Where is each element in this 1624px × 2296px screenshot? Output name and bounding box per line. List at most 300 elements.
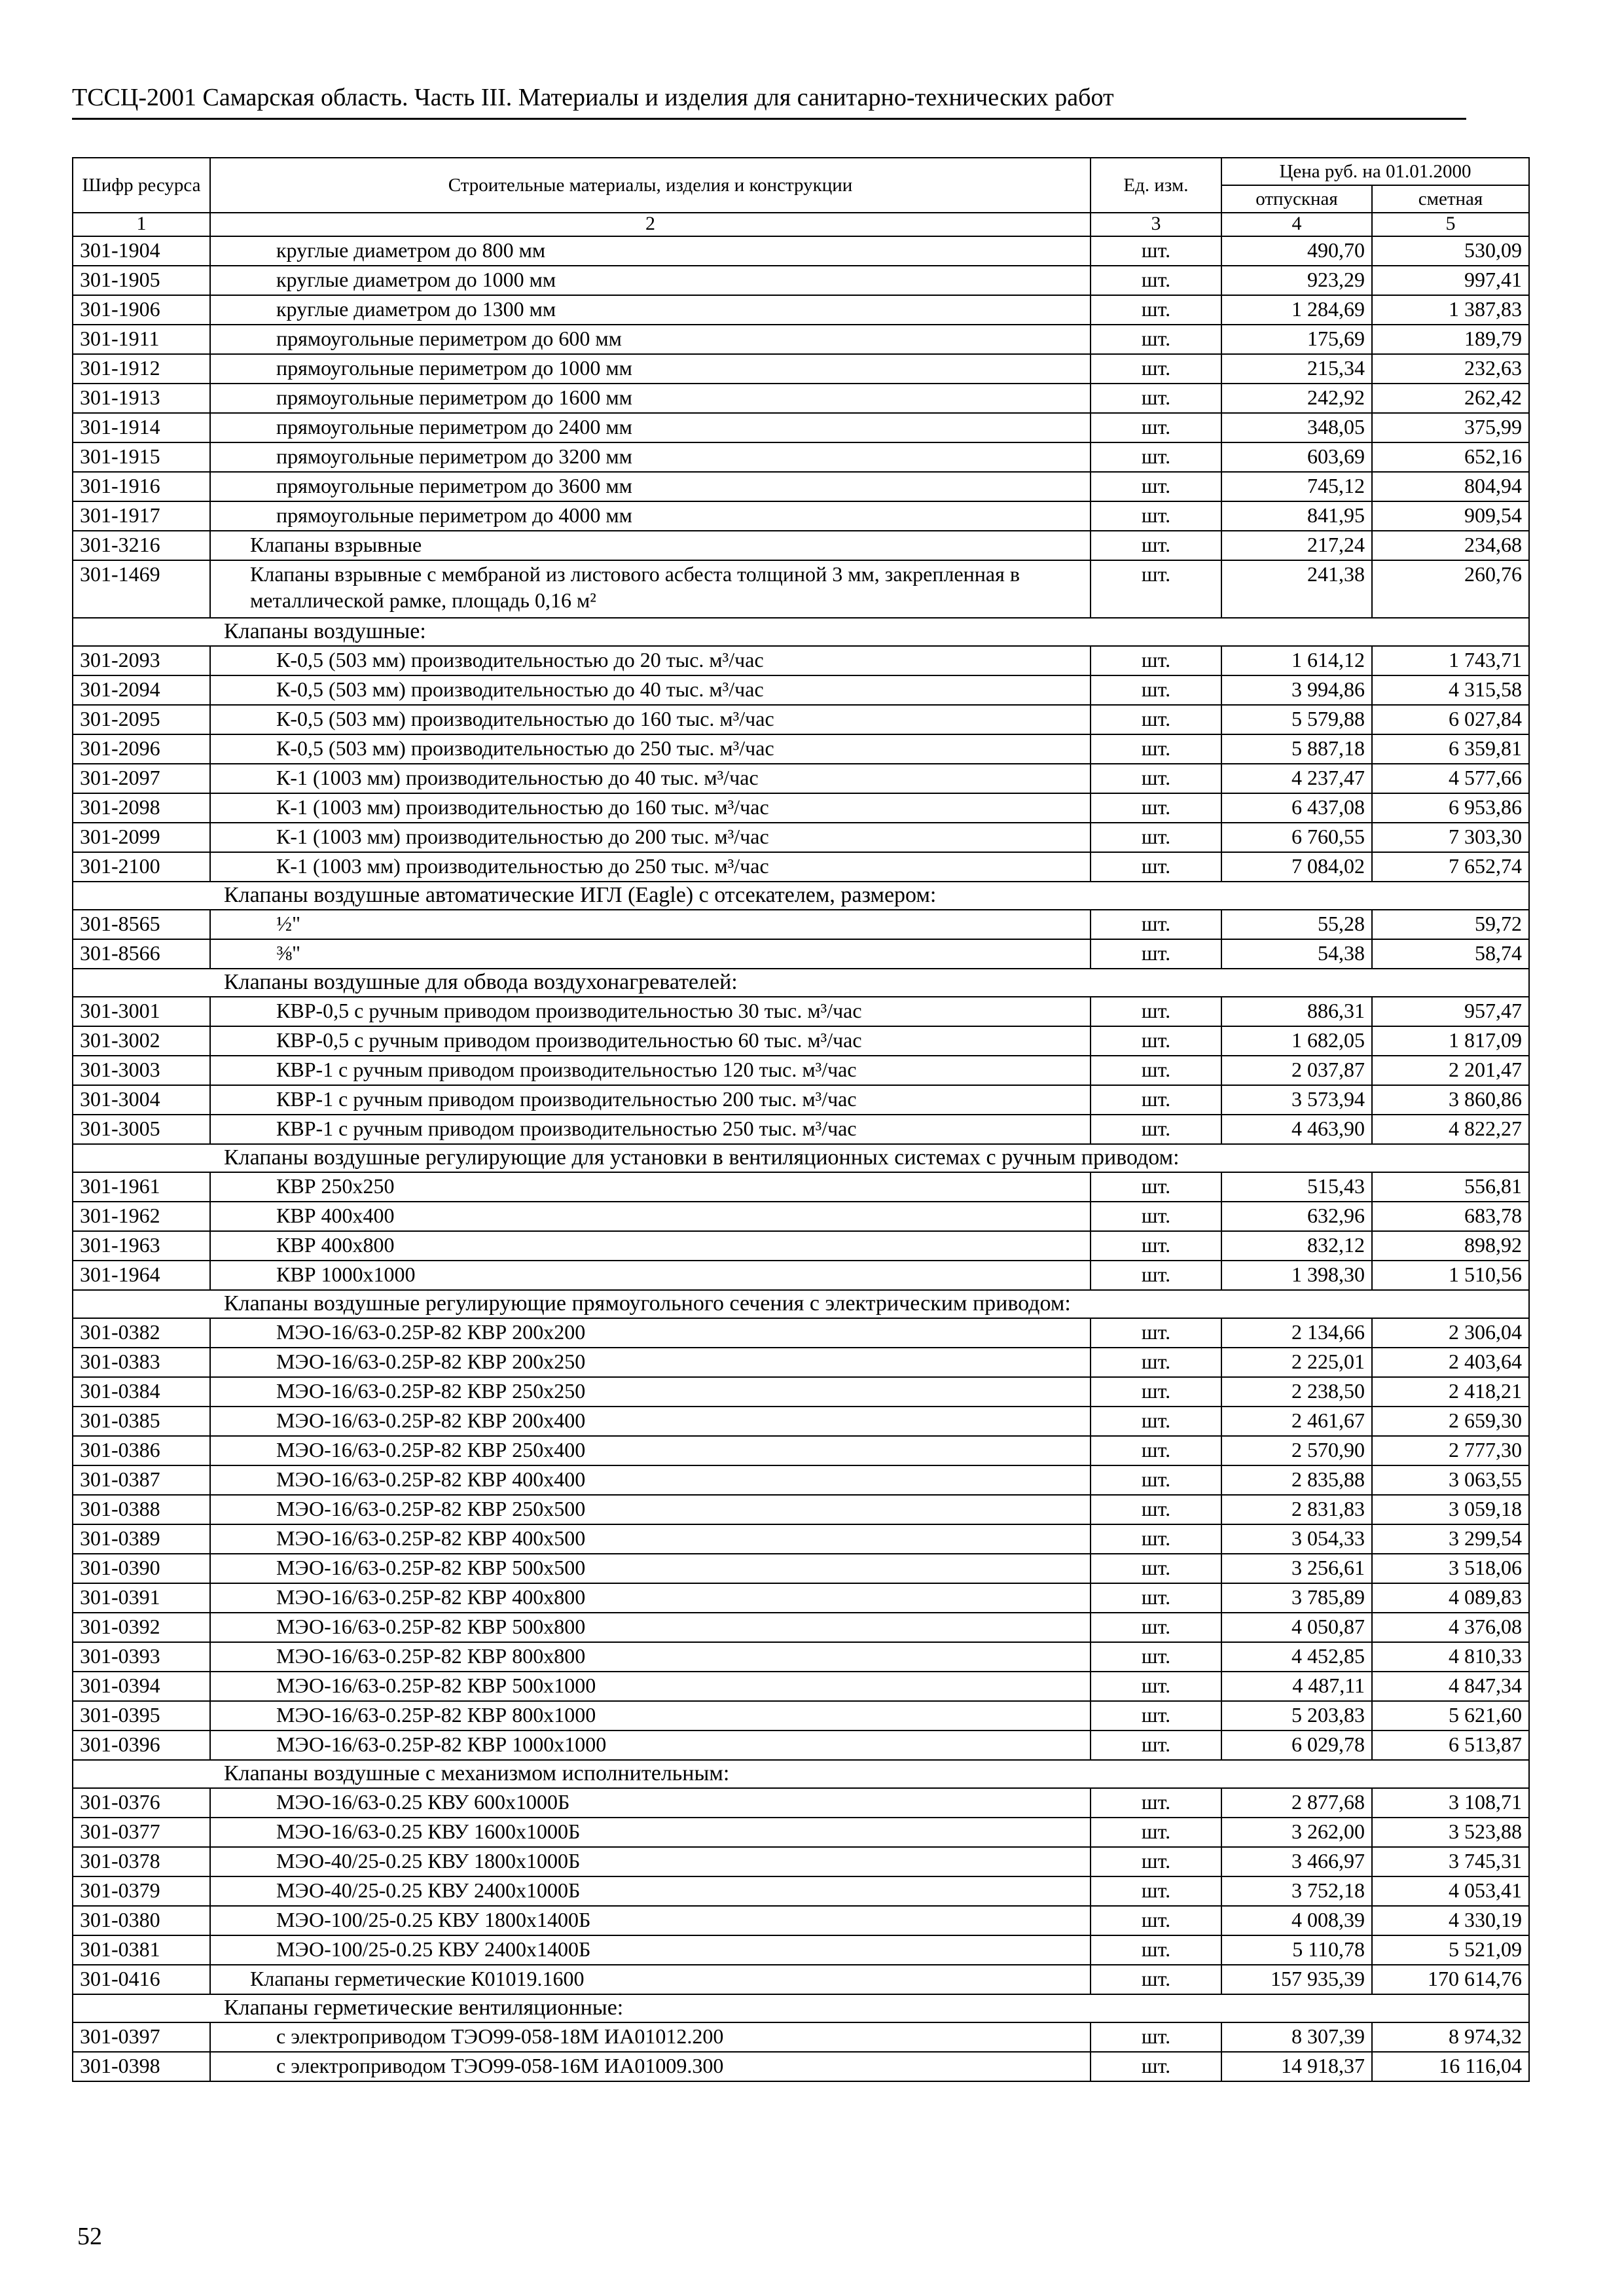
document-header: ТССЦ-2001 Самарская область. Часть III. Материалы и изделия для санитарно-технических работ: [72, 84, 1114, 111]
table-row: [73, 1026, 1529, 1056]
unit-cell: шт.: [1091, 1935, 1221, 1965]
release-price: 7 084,02: [1221, 852, 1372, 882]
item-name: КВР-0,5 с ручным приводом производительностью 60 тыс. м³/час: [210, 1026, 1091, 1056]
table-row: [73, 1935, 1529, 1965]
release-price: 6 760,55: [1221, 823, 1372, 852]
unit-cell: шт.: [1091, 472, 1221, 501]
resource-code: 301-0389: [73, 1524, 210, 1554]
resource-code: 301-2093: [73, 646, 210, 675]
unit-cell: шт.: [1091, 2022, 1221, 2052]
column-number: 1: [73, 213, 210, 236]
resource-code: 301-2096: [73, 734, 210, 764]
table-row: [73, 501, 1529, 531]
table-row: [73, 1701, 1529, 1731]
resource-code: 301-3001: [73, 997, 210, 1026]
estimate-price: 170 614,76: [1372, 1965, 1529, 1994]
estimate-price: 4 089,83: [1372, 1583, 1529, 1613]
table-row: [73, 1465, 1529, 1495]
item-name: КВР 1000х1000: [210, 1261, 1091, 1290]
release-price: 242,92: [1221, 384, 1372, 413]
unit-cell: шт.: [1091, 1465, 1221, 1495]
unit-cell: шт.: [1091, 1231, 1221, 1261]
estimate-price: 5 521,09: [1372, 1935, 1529, 1965]
resource-code: 301-0397: [73, 2022, 210, 2052]
resource-code: 301-2094: [73, 675, 210, 705]
section-title: Клапаны воздушные регулирующие прямоугольного сечения с электрическим приводом:: [73, 1290, 1529, 1318]
item-name: МЭО-16/63-0.25 КВУ 600х1000Б: [210, 1788, 1091, 1818]
estimate-price: 1 743,71: [1372, 646, 1529, 675]
release-price: 2 570,90: [1221, 1436, 1372, 1465]
release-price: 632,96: [1221, 1202, 1372, 1231]
item-name: К-1 (1003 мм) производительностью до 40 тыс. м³/час: [210, 764, 1091, 793]
section-row: [73, 618, 1529, 646]
release-price: 3 256,61: [1221, 1554, 1372, 1583]
table-row: [73, 1788, 1529, 1818]
resource-code: 301-1916: [73, 472, 210, 501]
resource-code: 301-1914: [73, 413, 210, 442]
release-price: 2 461,67: [1221, 1407, 1372, 1436]
resource-code: 301-0376: [73, 1788, 210, 1818]
item-name: К-1 (1003 мм) производительностью до 200 тыс. м³/час: [210, 823, 1091, 852]
section-row: [73, 1290, 1529, 1318]
table-row: [73, 1085, 1529, 1115]
table-row: [73, 705, 1529, 734]
resource-code: 301-0398: [73, 2052, 210, 2081]
release-price: 2 877,68: [1221, 1788, 1372, 1818]
release-price: 4 050,87: [1221, 1613, 1372, 1642]
unit-cell: шт.: [1091, 1672, 1221, 1701]
table-row: [73, 472, 1529, 501]
unit-cell: шт.: [1091, 560, 1221, 618]
item-name: прямоугольные периметром до 1000 мм: [210, 354, 1091, 384]
release-price: 2 835,88: [1221, 1465, 1372, 1495]
estimate-price: 2 306,04: [1372, 1318, 1529, 1348]
item-name: Клапаны взрывные: [210, 531, 1091, 560]
table-row: [73, 1348, 1529, 1377]
table-row: [73, 531, 1529, 560]
estimate-price: 2 418,21: [1372, 1377, 1529, 1407]
release-price: 4 452,85: [1221, 1642, 1372, 1672]
section-row: [73, 1994, 1529, 2022]
unit-cell: шт.: [1091, 675, 1221, 705]
estimate-price: 4 822,27: [1372, 1115, 1529, 1144]
estimate-price: 4 847,34: [1372, 1672, 1529, 1701]
estimate-price: 6 513,87: [1372, 1731, 1529, 1760]
table-row: [73, 1172, 1529, 1202]
section-title: Клапаны воздушные регулирующие для установки в вентиляционных системах с ручным приводом:: [73, 1144, 1529, 1172]
header-release-price: отпускная: [1221, 185, 1372, 213]
resource-code: 301-1469: [73, 560, 210, 618]
item-name: КВР 250х250: [210, 1172, 1091, 1202]
item-name: К-0,5 (503 мм) производительностью до 250 тыс. м³/час: [210, 734, 1091, 764]
release-price: 3 054,33: [1221, 1524, 1372, 1554]
release-price: 348,05: [1221, 413, 1372, 442]
release-price: 4 463,90: [1221, 1115, 1372, 1144]
estimate-price: 3 059,18: [1372, 1495, 1529, 1524]
estimate-price: 260,76: [1372, 560, 1529, 618]
header-name: Строительные материалы, изделия и конструкции: [210, 158, 1091, 213]
estimate-price: 4 053,41: [1372, 1876, 1529, 1906]
header-rule: [72, 118, 1466, 120]
unit-cell: шт.: [1091, 1056, 1221, 1085]
estimate-price: 7 652,74: [1372, 852, 1529, 882]
release-price: 603,69: [1221, 442, 1372, 472]
item-name: К-0,5 (503 мм) производительностью до 40 тыс. м³/час: [210, 675, 1091, 705]
unit-cell: шт.: [1091, 1818, 1221, 1847]
estimate-price: 2 201,47: [1372, 1056, 1529, 1085]
estimate-price: 2 777,30: [1372, 1436, 1529, 1465]
estimate-price: 6 953,86: [1372, 793, 1529, 823]
release-price: 923,29: [1221, 266, 1372, 295]
column-number: 5: [1372, 213, 1529, 236]
item-name: КВР 400х400: [210, 1202, 1091, 1231]
resource-code: 301-1912: [73, 354, 210, 384]
estimate-price: 5 621,60: [1372, 1701, 1529, 1731]
unit-cell: шт.: [1091, 1788, 1221, 1818]
estimate-price: 375,99: [1372, 413, 1529, 442]
estimate-price: 232,63: [1372, 354, 1529, 384]
unit-cell: шт.: [1091, 2052, 1221, 2081]
table-row: [73, 442, 1529, 472]
resource-code: 301-0394: [73, 1672, 210, 1701]
unit-cell: шт.: [1091, 764, 1221, 793]
item-name: КВР-1 с ручным приводом производительностью 120 тыс. м³/час: [210, 1056, 1091, 1085]
estimate-price: 804,94: [1372, 472, 1529, 501]
estimate-price: 997,41: [1372, 266, 1529, 295]
release-price: 8 307,39: [1221, 2022, 1372, 2052]
release-price: 490,70: [1221, 236, 1372, 266]
item-name: МЭО-40/25-0.25 КВУ 1800х1000Б: [210, 1847, 1091, 1876]
item-name: ½": [210, 910, 1091, 939]
item-name: К-1 (1003 мм) производительностью до 250 тыс. м³/час: [210, 852, 1091, 882]
table-row: [73, 675, 1529, 705]
unit-cell: шт.: [1091, 1261, 1221, 1290]
resource-code: 301-2098: [73, 793, 210, 823]
item-name: МЭО-16/63-0.25Р-82 КВР 500х1000: [210, 1672, 1091, 1701]
item-name: МЭО-16/63-0.25Р-82 КВР 250х400: [210, 1436, 1091, 1465]
resource-code: 301-1963: [73, 1231, 210, 1261]
release-price: 55,28: [1221, 910, 1372, 939]
estimate-price: 1 817,09: [1372, 1026, 1529, 1056]
table-row: [73, 1407, 1529, 1436]
table-row: [73, 1115, 1529, 1144]
table-row: [73, 1377, 1529, 1407]
item-name: МЭО-16/63-0.25Р-82 КВР 1000х1000: [210, 1731, 1091, 1760]
resource-code: 301-1913: [73, 384, 210, 413]
estimate-price: 898,92: [1372, 1231, 1529, 1261]
unit-cell: шт.: [1091, 1085, 1221, 1115]
item-name: МЭО-16/63-0.25Р-82 КВР 400х800: [210, 1583, 1091, 1613]
release-price: 886,31: [1221, 997, 1372, 1026]
release-price: 4 237,47: [1221, 764, 1372, 793]
resource-code: 301-0388: [73, 1495, 210, 1524]
table-row: [73, 560, 1529, 618]
item-name: К-1 (1003 мм) производительностью до 160 тыс. м³/час: [210, 793, 1091, 823]
estimate-price: 957,47: [1372, 997, 1529, 1026]
unit-cell: шт.: [1091, 1524, 1221, 1554]
estimate-price: 3 518,06: [1372, 1554, 1529, 1583]
item-name: МЭО-16/63-0.25Р-82 КВР 200х250: [210, 1348, 1091, 1377]
table-row: [73, 1876, 1529, 1906]
item-name: МЭО-16/63-0.25Р-82 КВР 500х500: [210, 1554, 1091, 1583]
release-price: 5 887,18: [1221, 734, 1372, 764]
resource-code: 301-0396: [73, 1731, 210, 1760]
unit-cell: шт.: [1091, 1115, 1221, 1144]
release-price: 841,95: [1221, 501, 1372, 531]
table-row: [73, 939, 1529, 969]
estimate-price: 4 810,33: [1372, 1642, 1529, 1672]
resource-code: 301-1962: [73, 1202, 210, 1231]
table-row: [73, 1672, 1529, 1701]
release-price: 1 398,30: [1221, 1261, 1372, 1290]
estimate-price: 4 315,58: [1372, 675, 1529, 705]
unit-cell: шт.: [1091, 1642, 1221, 1672]
column-numbers-row: [73, 213, 1529, 236]
unit-cell: шт.: [1091, 1876, 1221, 1906]
table-row: [73, 1231, 1529, 1261]
page-number: 52: [77, 2223, 102, 2250]
release-price: 5 579,88: [1221, 705, 1372, 734]
release-price: 3 466,97: [1221, 1847, 1372, 1876]
unit-cell: шт.: [1091, 1583, 1221, 1613]
table-row: [73, 1524, 1529, 1554]
estimate-price: 4 330,19: [1372, 1906, 1529, 1935]
estimate-price: 3 523,88: [1372, 1818, 1529, 1847]
release-price: 157 935,39: [1221, 1965, 1372, 1994]
release-price: 1 682,05: [1221, 1026, 1372, 1056]
resource-code: 301-0379: [73, 1876, 210, 1906]
table-row: [73, 1847, 1529, 1876]
table-row: [73, 1261, 1529, 1290]
item-name: прямоугольные периметром до 4000 мм: [210, 501, 1091, 531]
table-row: [73, 764, 1529, 793]
table-row: [73, 1318, 1529, 1348]
table-row: [73, 1642, 1529, 1672]
release-price: 1 614,12: [1221, 646, 1372, 675]
table-row: [73, 266, 1529, 295]
estimate-price: 234,68: [1372, 531, 1529, 560]
resource-code: 301-0416: [73, 1965, 210, 1994]
estimate-price: 652,16: [1372, 442, 1529, 472]
item-name: МЭО-16/63-0.25Р-82 КВР 400х500: [210, 1524, 1091, 1554]
table-row: [73, 1965, 1529, 1994]
section-title: Клапаны воздушные для обвода воздухонагревателей:: [73, 969, 1529, 997]
item-name: МЭО-16/63-0.25Р-82 КВР 800х1000: [210, 1701, 1091, 1731]
item-name: круглые диаметром до 800 мм: [210, 236, 1091, 266]
release-price: 4 487,11: [1221, 1672, 1372, 1701]
item-name: МЭО-16/63-0.25 КВУ 1600х1000Б: [210, 1818, 1091, 1847]
table-row: [73, 852, 1529, 882]
table-row: [73, 1731, 1529, 1760]
table-row: [73, 384, 1529, 413]
unit-cell: шт.: [1091, 413, 1221, 442]
item-name: МЭО-16/63-0.25Р-82 КВР 200х400: [210, 1407, 1091, 1436]
resource-code: 301-1911: [73, 325, 210, 354]
item-name: МЭО-16/63-0.25Р-82 КВР 250х250: [210, 1377, 1091, 1407]
estimate-price: 556,81: [1372, 1172, 1529, 1202]
release-price: 5 110,78: [1221, 1935, 1372, 1965]
estimate-price: 2 659,30: [1372, 1407, 1529, 1436]
resource-code: 301-0382: [73, 1318, 210, 1348]
table-row: [73, 910, 1529, 939]
resource-code: 301-0384: [73, 1377, 210, 1407]
resource-code: 301-1964: [73, 1261, 210, 1290]
item-name: с электроприводом ТЭО99-058-18М ИА01012.200: [210, 2022, 1091, 2052]
estimate-price: 909,54: [1372, 501, 1529, 531]
unit-cell: шт.: [1091, 384, 1221, 413]
resource-code: 301-0381: [73, 1935, 210, 1965]
table-row: [73, 325, 1529, 354]
release-price: 5 203,83: [1221, 1701, 1372, 1731]
estimate-price: 4 376,08: [1372, 1613, 1529, 1642]
header-code: Шифр ресурса: [73, 158, 210, 213]
table-row: [73, 1436, 1529, 1465]
unit-cell: шт.: [1091, 1172, 1221, 1202]
estimate-price: 8 974,32: [1372, 2022, 1529, 2052]
item-name: МЭО-40/25-0.25 КВУ 2400х1000Б: [210, 1876, 1091, 1906]
item-name: прямоугольные периметром до 3600 мм: [210, 472, 1091, 501]
release-price: 3 752,18: [1221, 1876, 1372, 1906]
unit-cell: шт.: [1091, 1436, 1221, 1465]
item-name: круглые диаметром до 1300 мм: [210, 295, 1091, 325]
item-name: КВР-1 с ручным приводом производительностью 200 тыс. м³/час: [210, 1085, 1091, 1115]
table-row: [73, 1818, 1529, 1847]
item-name: МЭО-16/63-0.25Р-82 КВР 500х800: [210, 1613, 1091, 1642]
unit-cell: шт.: [1091, 1407, 1221, 1436]
unit-cell: шт.: [1091, 646, 1221, 675]
table-row: [73, 1906, 1529, 1935]
resource-code: 301-1915: [73, 442, 210, 472]
unit-cell: шт.: [1091, 266, 1221, 295]
release-price: 6 029,78: [1221, 1731, 1372, 1760]
estimate-price: 1 387,83: [1372, 295, 1529, 325]
estimate-price: 2 403,64: [1372, 1348, 1529, 1377]
unit-cell: шт.: [1091, 939, 1221, 969]
table-row: [73, 2052, 1529, 2081]
estimate-price: 6 359,81: [1372, 734, 1529, 764]
release-price: 745,12: [1221, 472, 1372, 501]
unit-cell: шт.: [1091, 1906, 1221, 1935]
table-row: [73, 1495, 1529, 1524]
release-price: 54,38: [1221, 939, 1372, 969]
estimate-price: 16 116,04: [1372, 2052, 1529, 2081]
resource-code: 301-0391: [73, 1583, 210, 1613]
resource-code: 301-1917: [73, 501, 210, 531]
header-price: Цена руб. на 01.01.2000: [1221, 158, 1529, 185]
estimate-price: 58,74: [1372, 939, 1529, 969]
item-name: МЭО-100/25-0.25 КВУ 1800х1400Б: [210, 1906, 1091, 1935]
item-name: круглые диаметром до 1000 мм: [210, 266, 1091, 295]
estimate-price: 3 860,86: [1372, 1085, 1529, 1115]
table-row: [73, 1202, 1529, 1231]
unit-cell: шт.: [1091, 295, 1221, 325]
column-number: 4: [1221, 213, 1372, 236]
resource-code: 301-3216: [73, 531, 210, 560]
unit-cell: шт.: [1091, 1318, 1221, 1348]
item-name: ⅜": [210, 939, 1091, 969]
table-row: [73, 236, 1529, 266]
estimate-price: 4 577,66: [1372, 764, 1529, 793]
section-row: [73, 882, 1529, 910]
resource-code: 301-1905: [73, 266, 210, 295]
unit-cell: шт.: [1091, 1202, 1221, 1231]
resource-code: 301-3004: [73, 1085, 210, 1115]
unit-cell: шт.: [1091, 1377, 1221, 1407]
item-name: КВР 400х800: [210, 1231, 1091, 1261]
estimate-price: 683,78: [1372, 1202, 1529, 1231]
resource-code: 301-0385: [73, 1407, 210, 1436]
unit-cell: шт.: [1091, 354, 1221, 384]
resource-code: 301-1906: [73, 295, 210, 325]
estimate-price: 1 510,56: [1372, 1261, 1529, 1290]
table-row: [73, 793, 1529, 823]
estimate-price: 3 063,55: [1372, 1465, 1529, 1495]
section-title: Клапаны воздушные:: [73, 618, 1529, 646]
release-price: 2 831,83: [1221, 1495, 1372, 1524]
unit-cell: шт.: [1091, 793, 1221, 823]
release-price: 241,38: [1221, 560, 1372, 618]
resource-code: 301-3005: [73, 1115, 210, 1144]
resource-code: 301-2097: [73, 764, 210, 793]
release-price: 3 262,00: [1221, 1818, 1372, 1847]
table-row: [73, 413, 1529, 442]
item-name: КВР-0,5 с ручным приводом производительностью 30 тыс. м³/час: [210, 997, 1091, 1026]
release-price: 3 573,94: [1221, 1085, 1372, 1115]
item-name: прямоугольные периметром до 600 мм: [210, 325, 1091, 354]
table-row: [73, 1554, 1529, 1583]
unit-cell: шт.: [1091, 531, 1221, 560]
release-price: 175,69: [1221, 325, 1372, 354]
resource-code: 301-0390: [73, 1554, 210, 1583]
column-number: 2: [210, 213, 1091, 236]
item-name: МЭО-100/25-0.25 КВУ 2400х1400Б: [210, 1935, 1091, 1965]
release-price: 832,12: [1221, 1231, 1372, 1261]
release-price: 4 008,39: [1221, 1906, 1372, 1935]
release-price: 515,43: [1221, 1172, 1372, 1202]
unit-cell: шт.: [1091, 705, 1221, 734]
table-row: [73, 734, 1529, 764]
item-name: МЭО-16/63-0.25Р-82 КВР 400х400: [210, 1465, 1091, 1495]
estimate-price: 530,09: [1372, 236, 1529, 266]
unit-cell: шт.: [1091, 823, 1221, 852]
table-row: [73, 1056, 1529, 1085]
table-row: [73, 295, 1529, 325]
unit-cell: шт.: [1091, 997, 1221, 1026]
release-price: 2 037,87: [1221, 1056, 1372, 1085]
unit-cell: шт.: [1091, 1731, 1221, 1760]
resource-code: 301-8566: [73, 939, 210, 969]
release-price: 3 785,89: [1221, 1583, 1372, 1613]
item-name: Клапаны герметические К01019.1600: [210, 1965, 1091, 1994]
estimate-price: 59,72: [1372, 910, 1529, 939]
column-number: 3: [1091, 213, 1221, 236]
section-title: Клапаны воздушные автоматические ИГЛ (Eagle) с отсекателем, размером:: [73, 882, 1529, 910]
unit-cell: шт.: [1091, 1613, 1221, 1642]
estimate-price: 3 108,71: [1372, 1788, 1529, 1818]
estimate-price: 3 299,54: [1372, 1524, 1529, 1554]
unit-cell: шт.: [1091, 910, 1221, 939]
item-name: МЭО-16/63-0.25Р-82 КВР 250х500: [210, 1495, 1091, 1524]
resource-code: 301-2100: [73, 852, 210, 882]
table-row: [73, 646, 1529, 675]
resource-code: 301-0386: [73, 1436, 210, 1465]
table-row: [73, 2022, 1529, 2052]
release-price: 6 437,08: [1221, 793, 1372, 823]
release-price: 14 918,37: [1221, 2052, 1372, 2081]
unit-cell: шт.: [1091, 1495, 1221, 1524]
section-title: Клапаны воздушные с механизмом исполнительным:: [73, 1760, 1529, 1788]
section-title: Клапаны герметические вентиляционные:: [73, 1994, 1529, 2022]
